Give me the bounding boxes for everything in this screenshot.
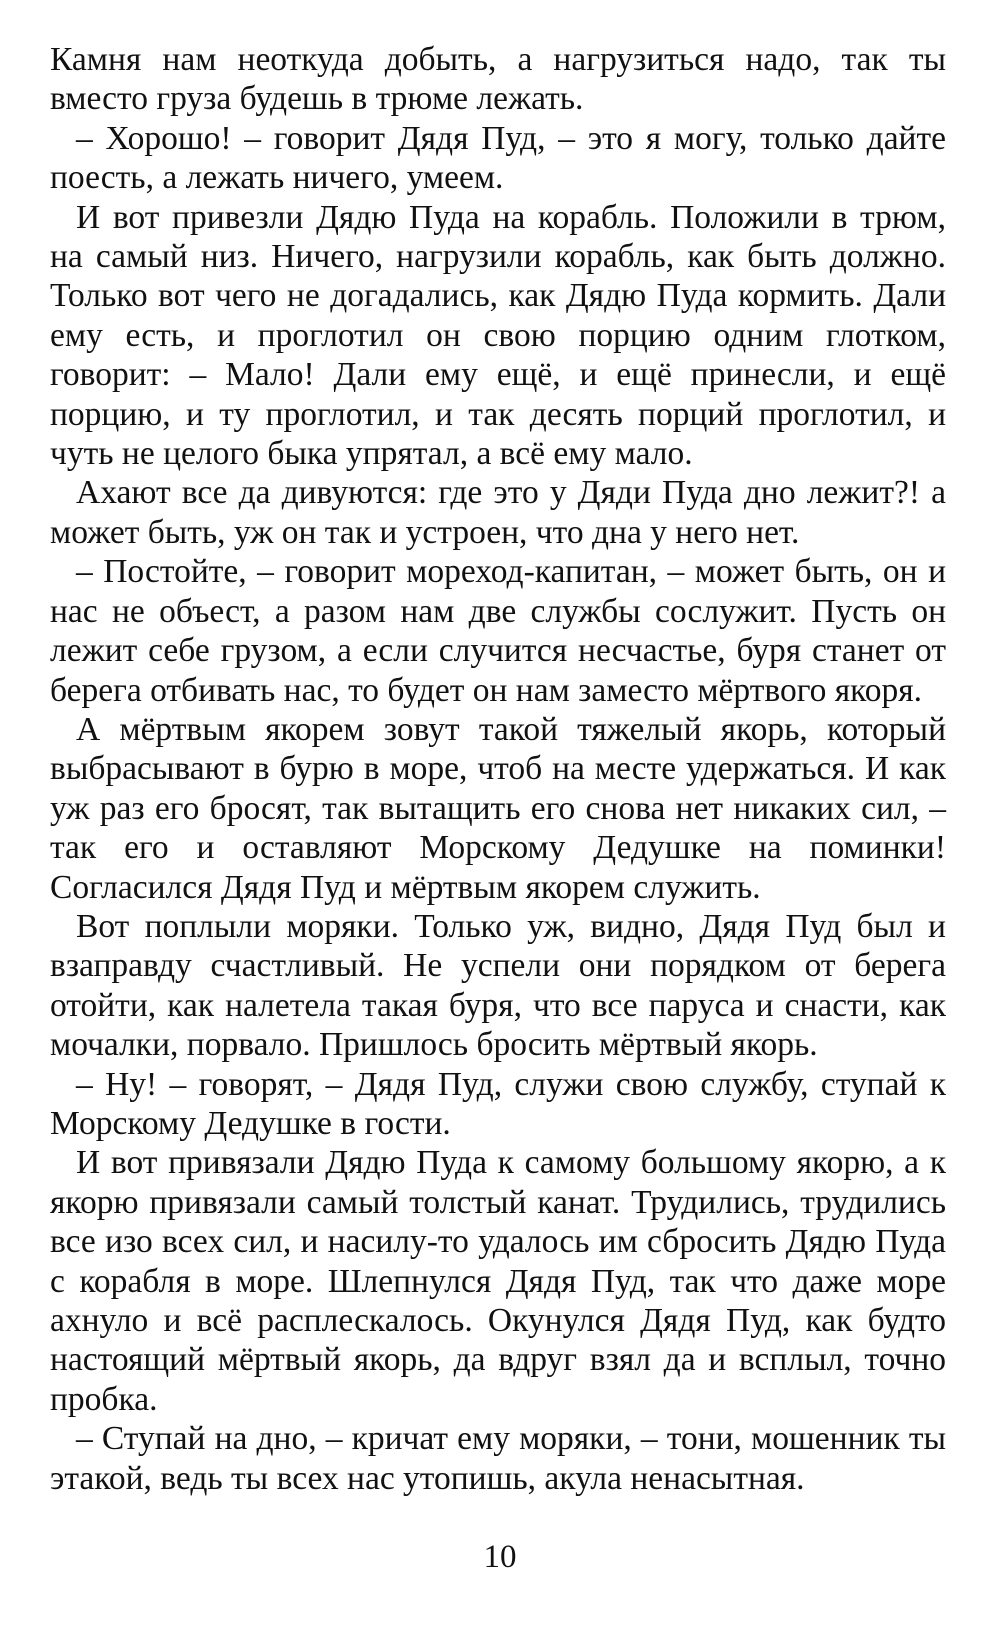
paragraph-1: Камня нам неоткуда добыть, а нагрузиться надо, так ты вместо груза будешь в трюме лежать. <box>50 41 946 118</box>
paragraph-10: – Ступай на дно, – кричат ему моряки, – тони, мошенник ты этакой, ведь ты всех нас утопишь, акула ненасытная. <box>50 1420 946 1497</box>
paragraph-9: И вот привязали Дядю Пуда к самому большому якорю, а к якорю привязали самый толстый канат. Трудились, трудились все изо всех сил, и насилу-то удалось им сбросить Дядю Пуда с корабля в море. Шлепнулся Дядя Пуд, так что даже море ахнуло и всё расплескалось. Окунулся Дядя Пуд, как будто настоящий мёртвый якорь, да вдруг взял да и всплыл, точно пробка. <box>50 1144 946 1418</box>
paragraph-7: Вот поплыли моряки. Только уж, видно, Дядя Пуд был и взаправду счастливый. Не успели они порядком от берега отойти, как налетела такая буря, что все паруса и снасти, как мочалки, порвало. Пришлось бросить мёртвый якорь. <box>50 907 946 1064</box>
paragraph-4: Ахают все да дивуются: где это у Дяди Пуда дно лежит?! а может быть, уж он так и устроен, что дна у него нет. <box>50 474 946 551</box>
paragraph-5: – Постойте, – говорит мореход-капитан, – может быть, он и нас не объест, а разом нам две службы сослужит. Пусть он лежит себе грузом, а если случится несчастье, буря станет от берега отбивать нас, то будет он нам заместо мёртвого якоря. <box>50 553 946 709</box>
paragraph-6: А мёртвым якорем зовут такой тяжелый якорь, который выбрасывают в бурю в море, чтоб на месте удержаться. И как уж раз его бросят, так вытащить его снова нет никаких сил, – так его и оставляют Морскому Дедушке на поминки! Согласился Дядя Пуд и мёртвым якорем служить. <box>50 710 946 906</box>
page-body <box>50 40 946 1498</box>
paragraph-8: – Ну! – говорят, – Дядя Пуд, служи свою службу, ступай к Морскому Дедушке в гости. <box>50 1065 946 1142</box>
paragraph-2: – Хорошо! – говорит Дядя Пуд, – это я могу, только дайте поесть, а лежать ничего, умеем. <box>50 119 946 197</box>
paragraph-3: И вот привезли Дядю Пуда на корабль. Положили в трюм, на самый низ. Ничего, нагрузили корабль, как быть должно. Только вот чего не догадались, как Дядю Пуда кормить. Дали ему есть, и проглотил он свою порцию одним глотком, говорит: – Мало! Дали ему ещё, и ещё принесли, и ещё порцию, и ту проглотил, и так десять порций проглотил, и чуть не целого быка упрятал, а всё ему мало. <box>50 198 946 473</box>
page-number: 10 <box>483 1539 517 1575</box>
